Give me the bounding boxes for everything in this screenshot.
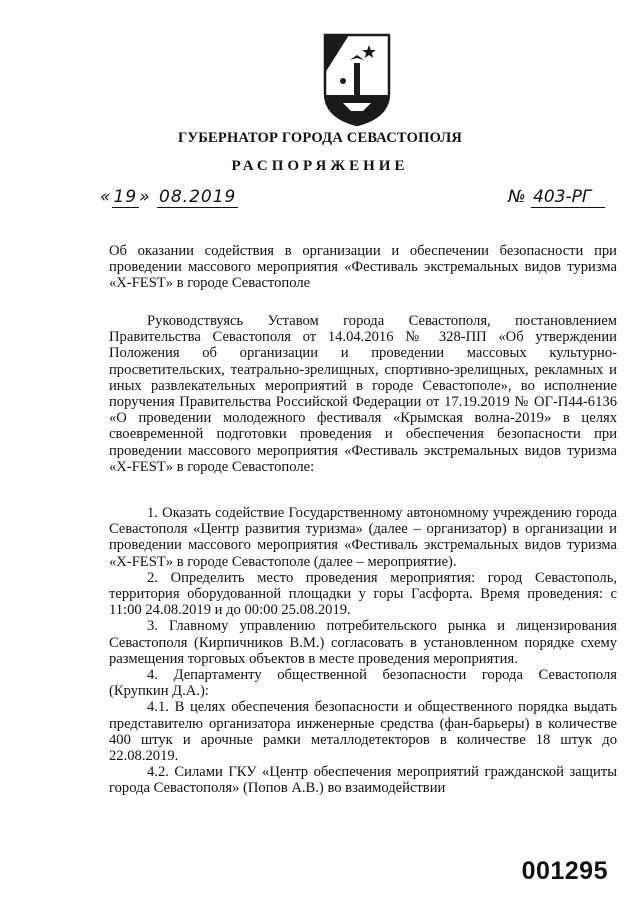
date-open-quote: « — [100, 187, 112, 207]
number-value: 403-РГ — [531, 187, 605, 208]
order-item: 2. Определить место проведения мероприятия: город Севастополь, территория оборудованной площадки у горы Гасфорта. Время проведения: с 11:00 24.08.2019 и до 00:00 25.08.2019. — [109, 569, 617, 619]
document-date — [100, 187, 238, 208]
date-day: 19 — [113, 187, 138, 207]
order-item: 4.2. Силами ГКУ «Центр обеспечения мероприятий гражданской защиты города Севастополя» (Попов А.В.) во взаимодействии — [109, 764, 617, 797]
order-item: 4.1. В целях обеспечения безопасности и общественного порядка выдать представителю организатора инженерные средства (фан-барьеры) в количестве 400 штук и арочные рамки металлодетекторов в количестве 18 штук до 22.08.2019. — [109, 699, 617, 765]
document-type: РАСПОРЯЖЕНИЕ — [231, 158, 409, 174]
number-prefix: № — [508, 187, 526, 207]
order-item: 1. Оказать содействие Государственному автономному учреждению города Севастополя «Центр развития туризма» (далее – организатор) в организации и проведении массового мероприятия «Фестиваль экстремальных видов туризма «X-FEST» в городе Севастополе (далее – мероприятие). — [109, 505, 617, 570]
document-serial-number: 001295 — [521, 857, 608, 885]
order-item: 4. Департаменту общественной безопасности города Севастополя (Крупкин Д.А.): — [109, 667, 617, 700]
date-month-year: 08.2019 — [159, 187, 237, 207]
authority-title: ГУБЕРНАТОР ГОРОДА СЕВАСТОПОЛЯ — [177, 130, 463, 146]
coat-of-arms-emblem — [323, 33, 391, 127]
order-items — [109, 505, 617, 797]
date-close-quote: » — [139, 187, 151, 207]
document-subject: Об оказании содействия в организации и обеспечении безопасности при проведении массового мероприятия «Фестиваль экстремальных видов туризма «X-FEST» в городе Севастополе — [109, 243, 617, 292]
legal-basis-paragraph: Руководствуясь Уставом города Севастополя, постановлением Правительства Севастополя от 14.04.2016 № 328-ПП «Об утверждении Положения об организации и проведении массовых культурно-просветительских, театрально-зрелищных, спортивно-зрелищных, рекламных и иных развлекательных мероприятий в городе Севастополе», во исполнение поручения Правительства Российской Федерации от 17.19.2019 № ОГ-П44-6136 «О проведении молодежного фестиваля «Крымская волна-2019» в целях своевременной подготовки проведения и обеспечения безопасности при проведении массового мероприятия «Фестиваль экстремальных видов туризма «X-FEST» в городе Севастополе: — [109, 313, 617, 475]
document-number — [508, 187, 605, 208]
order-item: 3. Главному управлению потребительского рынка и лицензирования Севастополя (Кирпичников В.М.) согласовать в установленном порядке схему размещения торговых объектов в месте проведения мероприятия. — [109, 618, 617, 667]
coat-of-arms-icon — [323, 33, 391, 127]
